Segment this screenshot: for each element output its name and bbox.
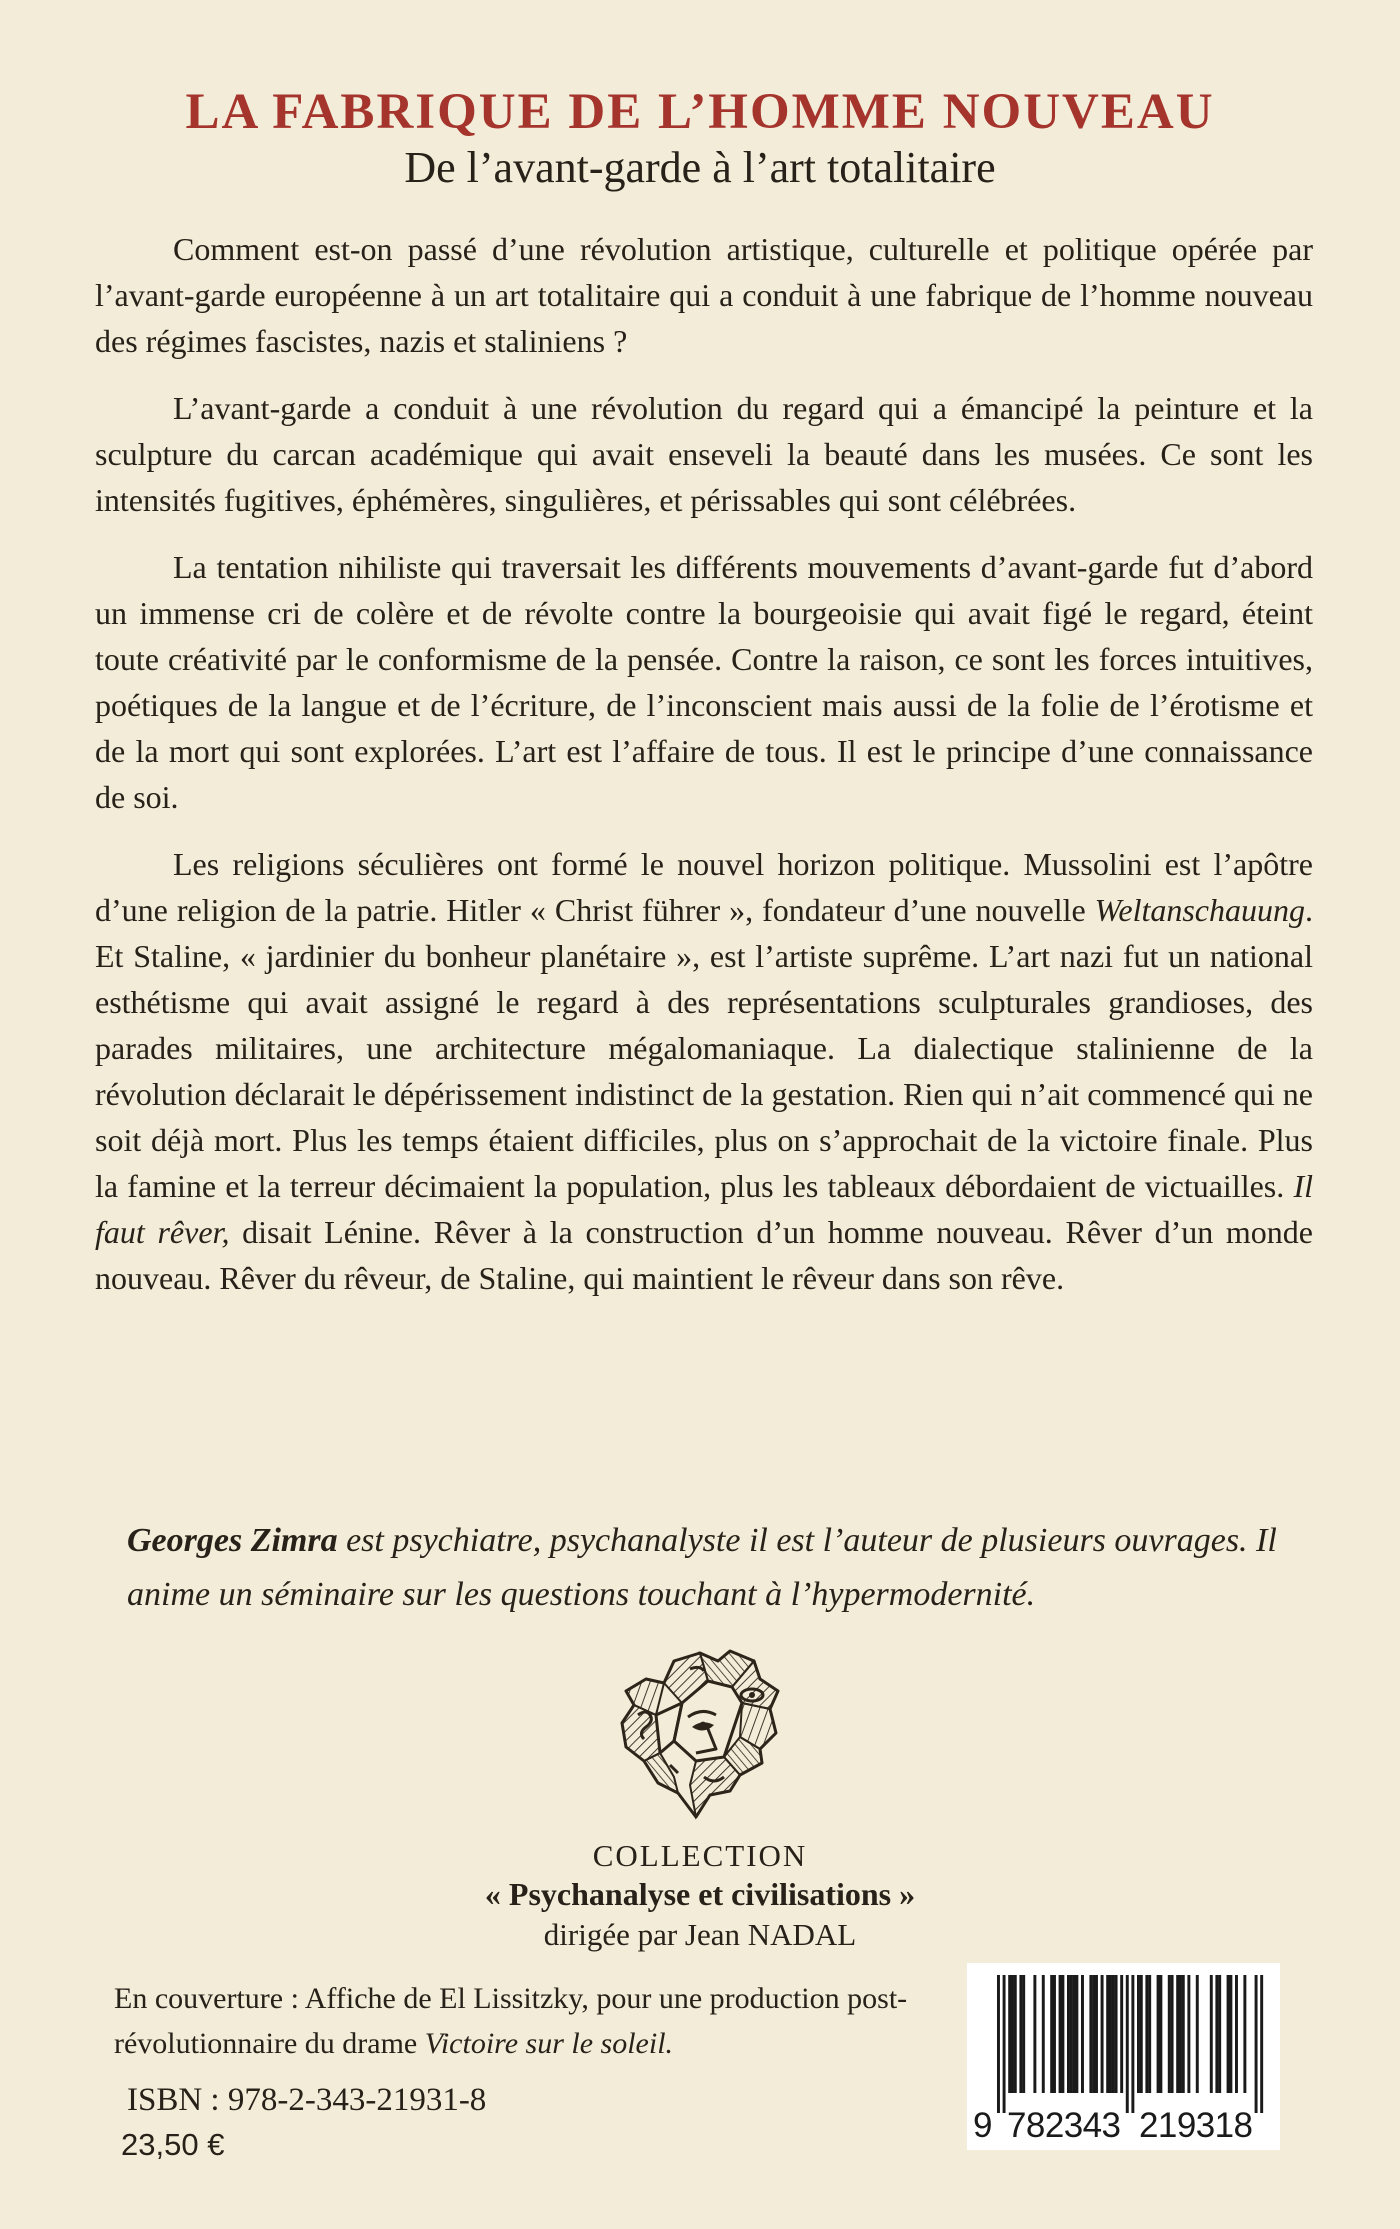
paragraph-1: Comment est-on passé d’une révolution artistique, culturelle et politique opérée par l’avant-garde européenne à un art totalitaire qui a conduit à une fabrique de l’homme nouveau des régimes fascistes, nazis et staliniens ? — [95, 231, 1313, 359]
cover-credit: En couverture : Affiche de El Lissitzky, pour une production post-révolutionnaire du drame Victoire sur le soleil. — [114, 1982, 908, 2060]
barcode-image — [967, 1963, 1280, 2150]
barcode — [967, 1963, 1280, 2150]
barcode-digit-group-2: 782343 — [1007, 2106, 1121, 2145]
price: 23,50 € — [121, 2127, 225, 2162]
paragraph-4: Les religions séculières ont formé le nouvel horizon politique. Mussolini est l’apôtre d’une religion de la patrie. Hitler « Christ führer », fondateur d’une nouvelle Weltanschauung. Et Staline, « jardinier du bonheur planétaire », est l’artiste suprême. L’art nazi fut un national esthétisme qui avait assigné le regard à des représentations sculpturales grandioses, des parades militaires, une architecture mégalomaniaque. La dialectique stalinienne de la révolution déclarait le dépérissement indistinct de la gestation. Rien qui n’ait commencé qui ne soit déjà mort. Plus les temps étaient difficiles, plus on s’approchait de la victoire finale. Plus la famine et la terreur décimaient la population, plus les tableaux débordaient de victuailles. Il faut rêver, disait Lénine. Rêver à la construction d’un homme nouveau. Rêver d’un monde nouveau. Rêver du rêveur, de Staline, qui maintient le rêveur dans son rêve. — [95, 846, 1314, 1296]
book-title: LA FABRIQUE DE L’HOMME NOUVEAU — [185, 84, 1215, 140]
back-cover-text — [95, 226, 1313, 1322]
barcode-bars — [997, 1975, 1263, 2113]
barcode-digit-group-3: 219318 — [1139, 2106, 1253, 2145]
barcode-digit-group-1: 9 — [973, 2106, 993, 2145]
collection-director: dirigée par Jean NADAL — [543, 1917, 857, 1952]
author-bio: Georges Zimra est psychiatre, psychanalyste il est l’auteur de plusieurs ouvrages. Il anime un séminaire sur les questions touchant à l’hypermodernité. — [127, 1522, 1277, 1613]
cubist-head-logo-icon — [612, 1645, 792, 1831]
book-subtitle: De l’avant-garde à l’art totalitaire — [404, 143, 996, 192]
paragraph-3: La tentation nihiliste qui traversait les différents mouvements d’avant-garde fut d’abord un immense cri de colère et de révolte contre la bourgeoisie qui avait figé le regard, éteint toute créativité par le conformisme de la pensée. Contre la raison, ce sont les forces intuitives, poétiques de la langue et de l’écriture, de l’inconscient mais aussi de la folie de l’érotisme et de la mort qui sont explorées. L’art est l’affaire de tous. Il est le principe d’une connaissance de soi. — [95, 549, 1313, 815]
paragraph-2: L’avant-garde a conduit à une révolution du regard qui a émancipé la peinture et la sculpture du carcan académique qui avait enseveli la beauté dans les musées. Ce sont les intensités fugitives, éphémères, singulières, et périssables qui sont célébrées. — [95, 390, 1313, 518]
collection-name: « Psychanalyse et civilisations » — [484, 1876, 916, 1912]
collection-heading: COLLECTION — [592, 1838, 808, 1873]
isbn: ISBN : 978-2-343-21931-8 — [127, 2082, 487, 2118]
publisher-logo — [612, 1645, 792, 1831]
